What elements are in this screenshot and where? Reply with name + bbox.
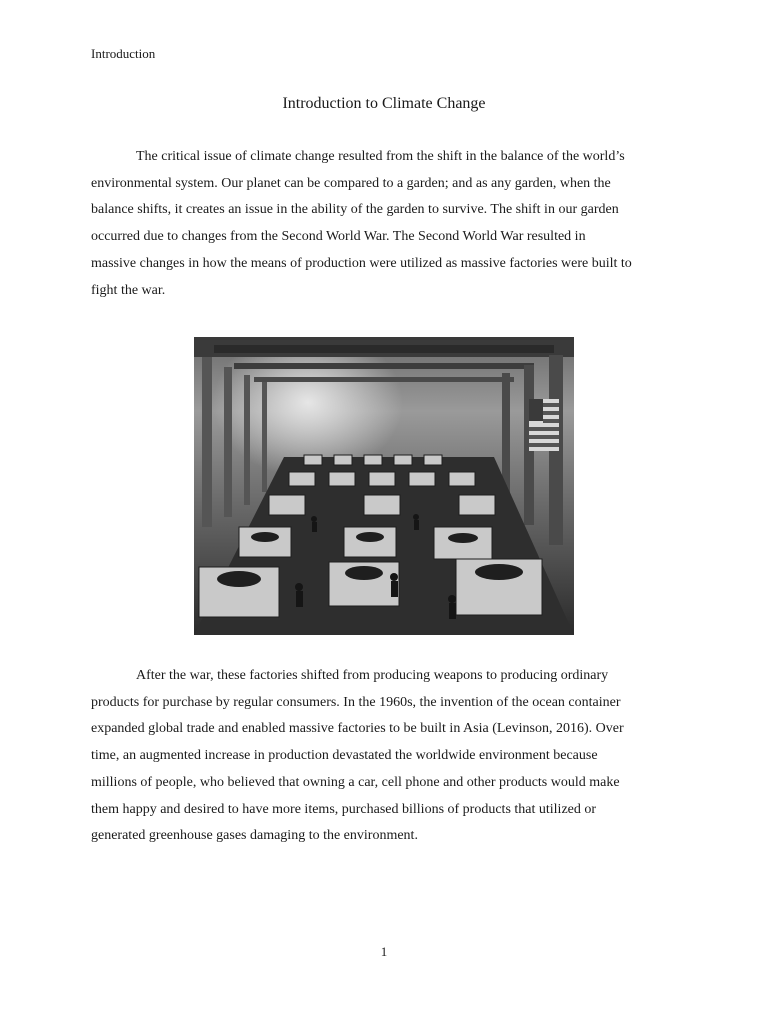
paragraph-line: generated greenhouse gases damaging to the environment. — [91, 828, 418, 844]
paragraph-line: balance shifts, it creates an issue in the ability of the garden to survive. The shift in our garden — [91, 202, 619, 218]
paragraph-line: millions of people, who believed that owning a car, cell phone and other products would make — [91, 774, 620, 790]
document-title: Introduction to Climate Change — [282, 95, 486, 112]
paragraph-line: massive changes in how the means of production were utilized as massive factories were built to — [91, 255, 632, 271]
paragraph-line: them happy and desired to have more items, purchased billions of products that utilized or — [91, 801, 597, 817]
factory-photo — [194, 337, 574, 635]
paragraph-intro — [91, 144, 681, 304]
paragraph-line: The critical issue of climate change resulted from the shift in the balance of the world’s — [136, 149, 625, 164]
paragraph-line: expanded global trade and enabled massive factories to be built in Asia (Levinson, 2016). Over — [91, 721, 624, 737]
paragraph-line: time, an augmented increase in production devastated the worldwide environment because — [91, 748, 598, 764]
paragraph-line: environmental system. Our planet can be compared to a garden; and as any garden, when the — [91, 175, 611, 191]
running-head: Introduction — [91, 46, 156, 61]
factory-photo-icon — [194, 337, 574, 635]
paragraph-line: fight the war. — [91, 282, 166, 298]
page-number: 1 — [380, 944, 388, 959]
paragraph-line: occurred due to changes from the Second World War. The Second World War resulted in — [91, 229, 586, 245]
paragraph-line: products for purchase by regular consumers. In the 1960s, the invention of the ocean container — [91, 694, 621, 710]
paragraph-post-war — [91, 663, 681, 850]
paragraph-line: After the war, these factories shifted from producing weapons to producing ordinary — [136, 668, 609, 683]
